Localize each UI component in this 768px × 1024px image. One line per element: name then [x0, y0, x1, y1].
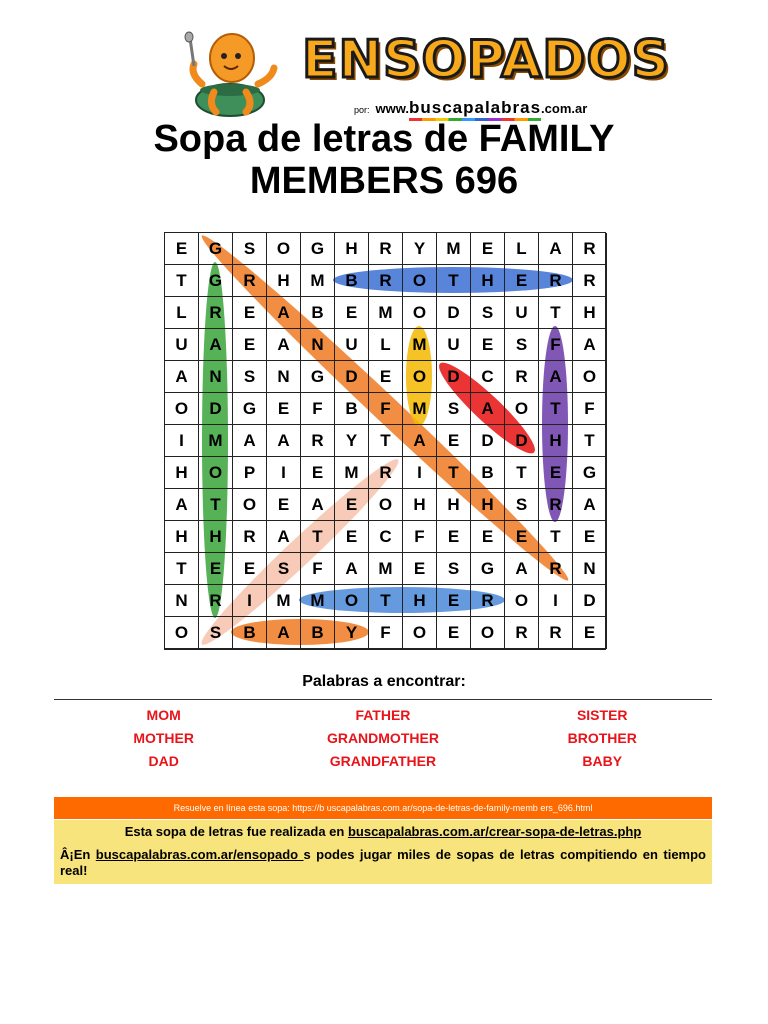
- grid-cell[interactable]: N: [573, 553, 607, 585]
- grid-cell[interactable]: M: [301, 585, 335, 617]
- grid-cell[interactable]: L: [369, 329, 403, 361]
- grid-cell[interactable]: O: [403, 265, 437, 297]
- header: [0, 0, 768, 120]
- grid-cell[interactable]: R: [301, 425, 335, 457]
- grid-cell[interactable]: E: [539, 457, 573, 489]
- grid-cell[interactable]: E: [233, 297, 267, 329]
- made-prefix: Esta sopa de letras fue realizada en: [124, 824, 345, 839]
- grid-cell[interactable]: E: [301, 457, 335, 489]
- grid-cell[interactable]: I: [403, 457, 437, 489]
- grid-cell[interactable]: A: [505, 553, 539, 585]
- grid-cell[interactable]: B: [301, 297, 335, 329]
- made-with-line: [54, 824, 712, 839]
- word-row: [54, 726, 712, 749]
- grid-cell[interactable]: T: [165, 553, 199, 585]
- grid-cell[interactable]: A: [573, 329, 607, 361]
- grid-cell[interactable]: M: [369, 297, 403, 329]
- grid-cell[interactable]: M: [199, 425, 233, 457]
- grid-cell[interactable]: R: [573, 233, 607, 265]
- grid-cell[interactable]: E: [267, 393, 301, 425]
- grid-cell[interactable]: B: [335, 265, 369, 297]
- grid-cell[interactable]: A: [539, 361, 573, 393]
- grid-cell[interactable]: A: [233, 425, 267, 457]
- grid-cell[interactable]: H: [165, 521, 199, 553]
- grid-cell[interactable]: D: [505, 425, 539, 457]
- grid-cell[interactable]: D: [335, 361, 369, 393]
- grid-cell[interactable]: M: [403, 329, 437, 361]
- word-item: DAD: [148, 752, 179, 769]
- grid-cell[interactable]: H: [471, 489, 505, 521]
- play-suffix: s podes jugar miles de sopas de letras compitiendo en tiempo real!: [60, 847, 706, 878]
- grid-cell[interactable]: E: [505, 521, 539, 553]
- grid-cell[interactable]: N: [165, 585, 199, 617]
- ensopados-logo: ENSOPADOS: [302, 30, 671, 90]
- grid-cell[interactable]: H: [403, 585, 437, 617]
- grid-cell[interactable]: E: [267, 489, 301, 521]
- grid-cell[interactable]: G: [471, 553, 505, 585]
- grid-cell[interactable]: T: [539, 297, 573, 329]
- grid-cell[interactable]: E: [233, 553, 267, 585]
- grid-cell[interactable]: S: [505, 489, 539, 521]
- grid-cell[interactable]: G: [233, 393, 267, 425]
- grid-cell[interactable]: E: [437, 425, 471, 457]
- words-heading: Palabras a encontrar:: [302, 673, 466, 690]
- grid-cell[interactable]: C: [369, 521, 403, 553]
- grid-cell[interactable]: A: [471, 393, 505, 425]
- grid-cell[interactable]: T: [437, 265, 471, 297]
- grid-cell[interactable]: T: [573, 425, 607, 457]
- word-row: [54, 749, 712, 772]
- grid-cell[interactable]: R: [233, 265, 267, 297]
- grid-cell[interactable]: A: [199, 329, 233, 361]
- byline: [354, 98, 587, 118]
- grid-cell[interactable]: R: [369, 233, 403, 265]
- grid-cell[interactable]: H: [437, 489, 471, 521]
- divider: [54, 699, 712, 700]
- word-item: SISTER: [576, 706, 628, 723]
- byline-prefix: por:: [354, 105, 370, 115]
- play-prefix: Â¡En: [60, 847, 91, 862]
- grid-cell[interactable]: S: [437, 553, 471, 585]
- word-item: MOTHER: [133, 729, 194, 746]
- grid-cell[interactable]: F: [301, 393, 335, 425]
- grid-cell[interactable]: M: [403, 393, 437, 425]
- grid-cell[interactable]: U: [505, 297, 539, 329]
- grid-cell[interactable]: M: [267, 585, 301, 617]
- grid-cell[interactable]: T: [369, 585, 403, 617]
- word-item: GRANDMOTHER: [326, 729, 439, 746]
- grid-cell[interactable]: O: [199, 457, 233, 489]
- page-title: Sopa de letras de FAMILY MEMBERS 696: [153, 118, 615, 202]
- grid-cell[interactable]: T: [165, 265, 199, 297]
- grid-cell[interactable]: A: [267, 329, 301, 361]
- word-item: BABY: [582, 752, 623, 769]
- grid-cell[interactable]: G: [199, 233, 233, 265]
- create-puzzle-link[interactable]: buscapalabras.com.ar/crear-sopa-de-letras.php: [347, 824, 642, 839]
- grid-cell[interactable]: N: [267, 361, 301, 393]
- grid-cell[interactable]: D: [573, 585, 607, 617]
- grid-cell[interactable]: F: [403, 521, 437, 553]
- grid-cell[interactable]: T: [539, 521, 573, 553]
- grid-cell[interactable]: A: [267, 617, 301, 649]
- grid-cell[interactable]: O: [267, 233, 301, 265]
- grid-cell[interactable]: R: [369, 457, 403, 489]
- byline-suffix: .com.ar: [541, 101, 588, 116]
- grid-cell[interactable]: H: [165, 457, 199, 489]
- grid-cell[interactable]: E: [437, 585, 471, 617]
- grid-cell[interactable]: E: [573, 617, 607, 649]
- grid-cell[interactable]: F: [369, 393, 403, 425]
- grid-cell[interactable]: T: [539, 393, 573, 425]
- byline-brand: buscapalabras: [409, 98, 541, 121]
- word-search-puzzle: [164, 232, 604, 648]
- grid-cell[interactable]: C: [471, 361, 505, 393]
- grid-cell[interactable]: R: [505, 617, 539, 649]
- grid-cell[interactable]: D: [437, 361, 471, 393]
- grid-cell[interactable]: M: [369, 553, 403, 585]
- grid-cell[interactable]: A: [573, 489, 607, 521]
- grid-cell[interactable]: Y: [403, 233, 437, 265]
- grid-cell[interactable]: A: [267, 521, 301, 553]
- grid-cell[interactable]: T: [505, 457, 539, 489]
- grid-cell[interactable]: T: [437, 457, 471, 489]
- grid-cell[interactable]: G: [573, 457, 607, 489]
- grid-cell[interactable]: T: [199, 489, 233, 521]
- grid-cell[interactable]: A: [335, 553, 369, 585]
- info-box: [54, 820, 712, 884]
- grid-cell[interactable]: E: [573, 521, 607, 553]
- grid-cell[interactable]: F: [539, 329, 573, 361]
- grid-cell[interactable]: E: [471, 233, 505, 265]
- grid-cell[interactable]: N: [199, 361, 233, 393]
- grid-cell[interactable]: I: [267, 457, 301, 489]
- letter-grid: [164, 232, 606, 650]
- word-row: [54, 703, 712, 726]
- grid-cell[interactable]: H: [403, 489, 437, 521]
- grid-cell[interactable]: O: [505, 393, 539, 425]
- grid-cell[interactable]: B: [335, 393, 369, 425]
- grid-cell[interactable]: T: [369, 425, 403, 457]
- grid-cell[interactable]: N: [301, 329, 335, 361]
- grid-cell[interactable]: E: [369, 361, 403, 393]
- grid-cell[interactable]: U: [335, 329, 369, 361]
- grid-cell[interactable]: E: [471, 329, 505, 361]
- grid-cell[interactable]: O: [471, 617, 505, 649]
- grid-cell[interactable]: E: [437, 617, 471, 649]
- grid-cell[interactable]: P: [233, 457, 267, 489]
- grid-cell[interactable]: F: [369, 617, 403, 649]
- grid-cell[interactable]: O: [335, 585, 369, 617]
- grid-cell[interactable]: O: [403, 617, 437, 649]
- grid-cell[interactable]: A: [267, 425, 301, 457]
- word-item: FATHER: [355, 706, 411, 723]
- grid-cell[interactable]: E: [437, 521, 471, 553]
- grid-cell[interactable]: I: [539, 585, 573, 617]
- grid-cell[interactable]: B: [233, 617, 267, 649]
- grid-cell[interactable]: O: [573, 361, 607, 393]
- grid-cell[interactable]: A: [165, 489, 199, 521]
- grid-cell[interactable]: B: [471, 457, 505, 489]
- grid-cell[interactable]: T: [301, 521, 335, 553]
- grid-cell[interactable]: E: [165, 233, 199, 265]
- grid-cell[interactable]: R: [369, 265, 403, 297]
- grid-cell[interactable]: S: [233, 233, 267, 265]
- grid-cell[interactable]: D: [471, 425, 505, 457]
- grid-cell[interactable]: E: [199, 553, 233, 585]
- grid-cell[interactable]: S: [505, 329, 539, 361]
- grid-cell[interactable]: H: [267, 265, 301, 297]
- grid-cell[interactable]: H: [199, 521, 233, 553]
- grid-cell[interactable]: R: [471, 585, 505, 617]
- grid-cell[interactable]: O: [165, 617, 199, 649]
- grid-cell[interactable]: H: [335, 233, 369, 265]
- grid-cell[interactable]: S: [199, 617, 233, 649]
- grid-cell[interactable]: M: [301, 265, 335, 297]
- grid-cell[interactable]: O: [403, 297, 437, 329]
- grid-cell[interactable]: B: [301, 617, 335, 649]
- play-online-line: [60, 847, 706, 879]
- online-solve-banner[interactable]: Resuelve en línea esta sopa: https://b uscapalabras.com.ar/sopa-de-letras-de-family-memb ers_696.html: [54, 797, 712, 819]
- grid-cell[interactable]: E: [233, 329, 267, 361]
- grid-cell[interactable]: U: [437, 329, 471, 361]
- word-item: MOM: [146, 706, 181, 723]
- grid-cell[interactable]: M: [437, 233, 471, 265]
- grid-cell[interactable]: L: [165, 297, 199, 329]
- grid-cell[interactable]: U: [165, 329, 199, 361]
- word-list: [54, 703, 712, 772]
- grid-cell[interactable]: Y: [335, 425, 369, 457]
- grid-cell[interactable]: O: [165, 393, 199, 425]
- grid-cell[interactable]: S: [471, 297, 505, 329]
- ensopado-link[interactable]: buscapalabras.com.ar/ensopado: [95, 847, 304, 862]
- grid-cell[interactable]: O: [505, 585, 539, 617]
- grid-cell[interactable]: D: [199, 393, 233, 425]
- grid-cell[interactable]: G: [301, 233, 335, 265]
- grid-cell[interactable]: O: [233, 489, 267, 521]
- grid-cell[interactable]: H: [573, 297, 607, 329]
- grid-cell[interactable]: S: [233, 361, 267, 393]
- byline-www: www.: [375, 101, 409, 116]
- grid-cell[interactable]: A: [301, 489, 335, 521]
- grid-cell[interactable]: A: [165, 361, 199, 393]
- grid-cell[interactable]: A: [267, 297, 301, 329]
- octopus-mascot-icon: [180, 28, 280, 118]
- grid-cell[interactable]: R: [199, 585, 233, 617]
- grid-cell[interactable]: E: [403, 553, 437, 585]
- word-item: BROTHER: [567, 729, 637, 746]
- grid-cell[interactable]: L: [505, 233, 539, 265]
- grid-cell[interactable]: S: [267, 553, 301, 585]
- grid-cell[interactable]: I: [233, 585, 267, 617]
- grid-cell[interactable]: F: [301, 553, 335, 585]
- grid-cell[interactable]: R: [573, 265, 607, 297]
- grid-cell[interactable]: E: [505, 265, 539, 297]
- grid-cell[interactable]: O: [369, 489, 403, 521]
- grid-cell[interactable]: F: [573, 393, 607, 425]
- grid-cell[interactable]: S: [437, 393, 471, 425]
- grid-cell[interactable]: H: [471, 265, 505, 297]
- grid-cell[interactable]: D: [437, 297, 471, 329]
- grid-cell[interactable]: R: [539, 265, 573, 297]
- grid-cell[interactable]: M: [335, 457, 369, 489]
- grid-cell[interactable]: E: [471, 521, 505, 553]
- grid-cell[interactable]: A: [403, 425, 437, 457]
- grid-cell[interactable]: G: [301, 361, 335, 393]
- grid-cell[interactable]: A: [539, 233, 573, 265]
- grid-cell[interactable]: R: [539, 617, 573, 649]
- grid-cell[interactable]: E: [335, 521, 369, 553]
- grid-cell[interactable]: E: [335, 297, 369, 329]
- grid-cell[interactable]: O: [403, 361, 437, 393]
- grid-cell[interactable]: R: [233, 521, 267, 553]
- grid-cell[interactable]: H: [539, 425, 573, 457]
- grid-cell[interactable]: E: [335, 489, 369, 521]
- grid-cell[interactable]: R: [539, 489, 573, 521]
- grid-cell[interactable]: R: [539, 553, 573, 585]
- grid-cell[interactable]: Y: [335, 617, 369, 649]
- grid-cell[interactable]: I: [165, 425, 199, 457]
- word-item: GRANDFATHER: [329, 752, 437, 769]
- grid-cell[interactable]: R: [199, 297, 233, 329]
- grid-cell[interactable]: G: [199, 265, 233, 297]
- grid-cell[interactable]: R: [505, 361, 539, 393]
